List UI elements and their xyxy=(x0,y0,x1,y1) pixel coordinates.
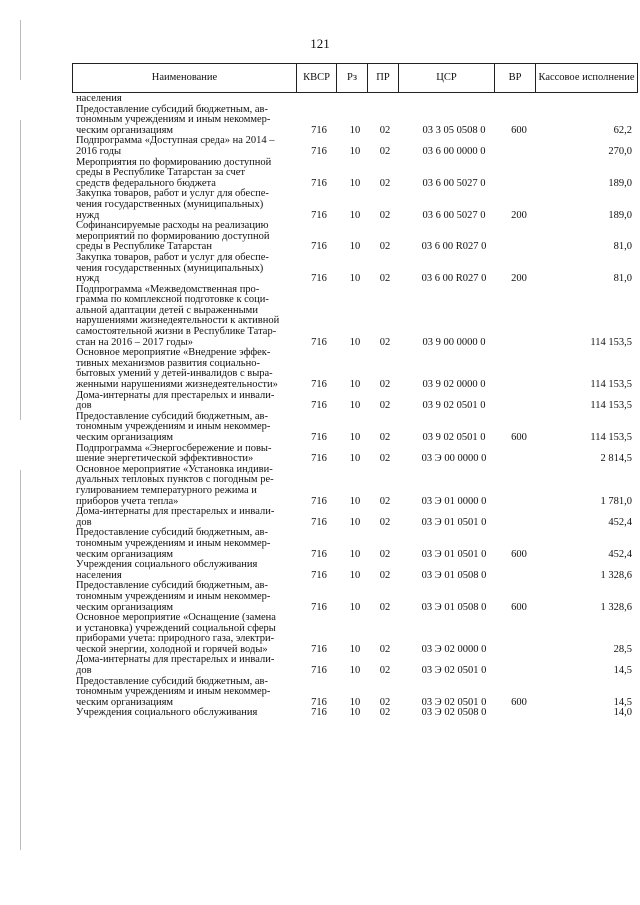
row-csr: 03 6 00 R027 0 xyxy=(421,273,487,285)
table-row xyxy=(0,465,640,507)
page-number: 121 xyxy=(310,36,330,51)
row-name: Основное мероприятие «Оснащение (замена и установка) учреждений социальной сферы приборами учета: природного газа, электри- ческой энергии, холодной и горячей воды» xyxy=(76,612,276,655)
row-rz: 10 xyxy=(349,400,361,412)
row-sum: 1 328,6 xyxy=(600,569,632,581)
header-name: Наименование xyxy=(73,64,297,92)
row-csr: 03 Э 02 0501 0 xyxy=(421,696,487,708)
row-kvsr: 716 xyxy=(311,453,327,465)
row-sum: 14,5 xyxy=(613,696,632,708)
row-rz: 10 xyxy=(349,707,361,719)
header-pr: ПР xyxy=(368,64,399,92)
row-csr: 03 Э 02 0508 0 xyxy=(421,707,487,719)
row-rz: 10 xyxy=(349,177,361,189)
row-pr: 02 xyxy=(379,707,391,719)
row-name: Предоставление субсидий бюджетным, ав- тономным учреждениям и иным некоммер- ческим организациям xyxy=(76,675,271,708)
row-rz: 10 xyxy=(349,145,361,157)
row-csr: 03 Э 01 0000 0 xyxy=(421,495,487,507)
row-pr: 02 xyxy=(379,643,391,655)
row-kvsr: 716 xyxy=(311,569,327,581)
row-rz: 10 xyxy=(349,516,361,528)
row-pr: 02 xyxy=(379,273,391,285)
row-pr: 02 xyxy=(379,495,391,507)
row-rz: 10 xyxy=(349,548,361,560)
row-rz: 10 xyxy=(349,336,361,348)
row-vr: 600 xyxy=(511,548,527,560)
row-csr: 03 Э 00 0000 0 xyxy=(421,453,487,465)
row-pr: 02 xyxy=(379,124,391,136)
row-pr: 02 xyxy=(379,241,391,253)
row-name: Предоставление субсидий бюджетным, ав- тономным учреждениям и иным некоммер- ческим организациям xyxy=(76,410,271,443)
row-pr: 02 xyxy=(379,400,391,412)
row-name: Мероприятия по формированию доступной среды в Республике Татарстан за счет средств федерального бюджета xyxy=(76,156,272,189)
row-kvsr: 716 xyxy=(311,145,327,157)
header-vr: ВР xyxy=(495,64,536,92)
row-sum: 270,0 xyxy=(608,145,632,157)
row-name: Софинансируемые расходы на реализацию мероприятий по формированию доступной среды в Республике Татарстан xyxy=(76,220,270,253)
row-csr: 03 6 00 R027 0 xyxy=(421,241,487,253)
row-csr: 03 Э 02 0501 0 xyxy=(421,665,487,677)
row-csr: 03 Э 01 0508 0 xyxy=(421,601,487,613)
row-csr: 03 Э 01 0508 0 xyxy=(421,569,487,581)
row-csr: 03 6 00 5027 0 xyxy=(422,177,486,189)
row-vr: 600 xyxy=(511,124,527,136)
row-sum: 114 153,5 xyxy=(590,400,632,412)
row-sum: 452,4 xyxy=(608,548,632,560)
row-kvsr: 716 xyxy=(311,495,327,507)
row-sum: 81,0 xyxy=(613,273,632,285)
row-name: Дома-интернаты для престарелых и инвали- дов xyxy=(76,654,275,677)
row-sum: 114 153,5 xyxy=(590,432,632,443)
row-name: Закупка товаров, работ и услуг для обеспе- чения государственных (муниципальных) нужд xyxy=(76,251,269,285)
row-name: Дома-интернаты для престарелых и инвали- дов xyxy=(76,506,275,528)
row-pr: 02 xyxy=(379,665,391,677)
row-kvsr: 716 xyxy=(311,124,327,136)
row-sum: 114 153,5 xyxy=(590,379,632,391)
table-row xyxy=(0,677,640,709)
row-vr: 200 xyxy=(511,273,527,285)
row-vr: 600 xyxy=(511,696,527,708)
row-kvsr: 716 xyxy=(311,273,327,285)
row-vr: 200 xyxy=(511,209,527,221)
row-rz: 10 xyxy=(349,696,361,708)
row-sum: 452,4 xyxy=(608,516,632,528)
row-pr: 02 xyxy=(379,209,391,221)
table-row xyxy=(0,507,640,528)
row-name: Учреждения социального обслуживания населения xyxy=(76,559,258,581)
row-rz: 10 xyxy=(349,273,361,285)
header-csr: ЦСР xyxy=(399,64,495,92)
table-row xyxy=(0,613,640,655)
row-name: Предоставление субсидий бюджетным, ав- тономным учреждениям и иным некоммер- ческим организациям xyxy=(76,103,271,136)
row-rz: 10 xyxy=(349,453,361,465)
row-sum: 62,2 xyxy=(613,124,632,136)
row-kvsr: 716 xyxy=(311,665,327,677)
table-row xyxy=(0,708,640,719)
scan-margin-line xyxy=(20,20,21,80)
row-csr: 03 9 02 0501 0 xyxy=(422,400,486,412)
row-name: Учреждения социального обслуживания xyxy=(76,707,258,719)
row-kvsr: 716 xyxy=(311,696,327,708)
row-rz: 10 xyxy=(349,209,361,221)
row-sum: 1 781,0 xyxy=(600,495,632,507)
row-pr: 02 xyxy=(379,379,391,391)
table-row xyxy=(0,581,640,613)
row-kvsr: 716 xyxy=(311,601,327,613)
row-pr: 02 xyxy=(379,177,391,189)
row-pr: 02 xyxy=(379,548,391,560)
row-csr: 03 9 02 0501 0 xyxy=(422,432,486,443)
row-pr: 02 xyxy=(379,432,391,443)
row-rz: 10 xyxy=(349,379,361,391)
row-pr: 02 xyxy=(379,516,391,528)
row-name: населения xyxy=(76,93,122,104)
row-rz: 10 xyxy=(349,124,361,136)
table-body xyxy=(0,94,640,719)
table-row xyxy=(0,94,640,105)
row-kvsr: 716 xyxy=(311,707,327,719)
row-sum: 28,5 xyxy=(613,643,632,655)
table-row xyxy=(0,221,640,253)
row-kvsr: 716 xyxy=(311,548,327,560)
row-csr: 03 9 02 0000 0 xyxy=(422,379,486,391)
row-csr: 03 3 05 0508 0 xyxy=(422,124,486,136)
row-csr: 03 6 00 0000 0 xyxy=(422,145,486,157)
row-kvsr: 716 xyxy=(311,379,327,391)
row-csr: 03 Э 01 0501 0 xyxy=(421,548,487,560)
row-name: Основное мероприятие «Установка индиви- дуальных тепловых пунктов с погодным ре- гулированием температурного режима и приборов учета тепла» xyxy=(76,463,274,507)
table-row xyxy=(0,285,640,349)
row-pr: 02 xyxy=(379,569,391,581)
table-row xyxy=(0,348,640,390)
row-kvsr: 716 xyxy=(311,209,327,221)
row-rz: 10 xyxy=(349,643,361,655)
row-rz: 10 xyxy=(349,601,361,613)
row-csr: 03 6 00 5027 0 xyxy=(422,209,486,221)
row-sum: 81,0 xyxy=(613,241,632,253)
row-kvsr: 716 xyxy=(311,336,327,348)
table-row xyxy=(0,136,640,157)
row-csr: 03 Э 02 0000 0 xyxy=(421,643,487,655)
table-row xyxy=(0,253,640,285)
table-header xyxy=(72,63,638,93)
table-row xyxy=(0,158,640,190)
row-name: Предоставление субсидий бюджетным, ав- тономным учреждениям и иным некоммер- ческим организациям xyxy=(76,527,271,560)
row-kvsr: 716 xyxy=(311,177,327,189)
row-kvsr: 716 xyxy=(311,400,327,412)
row-kvsr: 716 xyxy=(311,241,327,253)
row-sum: 1 328,6 xyxy=(600,601,632,613)
row-name: Подпрограмма «Межведомственная про- грамма по комплексной подготовке к соци- альной адаптации детей с выраженными нарушениями жизнедеятельности к активной самостоятельной жизни в Республике Татар- стан на 2016 – 2017 годы» xyxy=(76,283,280,348)
table-row xyxy=(0,105,640,137)
row-sum: 14,0 xyxy=(613,707,632,719)
row-pr: 02 xyxy=(379,696,391,708)
table-row xyxy=(0,528,640,560)
row-sum: 189,0 xyxy=(608,209,632,221)
row-rz: 10 xyxy=(349,665,361,677)
table-row xyxy=(0,412,640,444)
row-kvsr: 716 xyxy=(311,516,327,528)
row-rz: 10 xyxy=(349,569,361,581)
row-name: Подпрограмма «Доступная среда» на 2014 – 2016 годы xyxy=(76,135,275,157)
row-sum: 14,5 xyxy=(613,665,632,677)
row-sum: 114 153,5 xyxy=(590,336,632,348)
row-pr: 02 xyxy=(379,145,391,157)
row-csr: 03 9 00 0000 0 xyxy=(422,336,486,348)
row-pr: 02 xyxy=(379,336,391,348)
row-rz: 10 xyxy=(349,432,361,443)
row-sum: 189,0 xyxy=(608,177,632,189)
row-name: Закупка товаров, работ и услуг для обеспе- чения государственных (муниципальных) нужд xyxy=(76,188,269,221)
row-rz: 10 xyxy=(349,495,361,507)
row-name: Подпрограмма «Энергосбережение и повы- шение энергетической эффективности» xyxy=(76,442,272,465)
row-pr: 02 xyxy=(379,453,391,465)
row-name: Основное мероприятие «Внедрение эффек- тивных механизмов развития социально- бытовых умений у детей-инвалидов с выра- женными нарушениями жизнедеятельности» xyxy=(76,347,278,391)
table-row xyxy=(0,444,640,465)
table-row xyxy=(0,560,640,581)
table-row xyxy=(0,189,640,221)
row-pr: 02 xyxy=(379,601,391,613)
row-vr: 600 xyxy=(511,432,527,443)
row-name: Дома-интернаты для престарелых и инвали- дов xyxy=(76,389,275,412)
row-sum: 2 814,5 xyxy=(600,453,632,465)
table-row xyxy=(0,391,640,412)
header-rz: Рз xyxy=(337,64,368,92)
row-csr: 03 Э 01 0501 0 xyxy=(421,516,487,528)
row-name: Предоставление субсидий бюджетным, ав- тономным учреждениям и иным некоммер- ческим организациям xyxy=(76,580,271,613)
header-cash: Кассовое исполнение xyxy=(538,72,635,83)
row-vr: 600 xyxy=(511,601,527,613)
row-kvsr: 716 xyxy=(311,432,327,443)
row-rz: 10 xyxy=(349,241,361,253)
header-kvsr: КВСР xyxy=(297,64,337,92)
table-row xyxy=(0,655,640,676)
row-kvsr: 716 xyxy=(311,643,327,655)
